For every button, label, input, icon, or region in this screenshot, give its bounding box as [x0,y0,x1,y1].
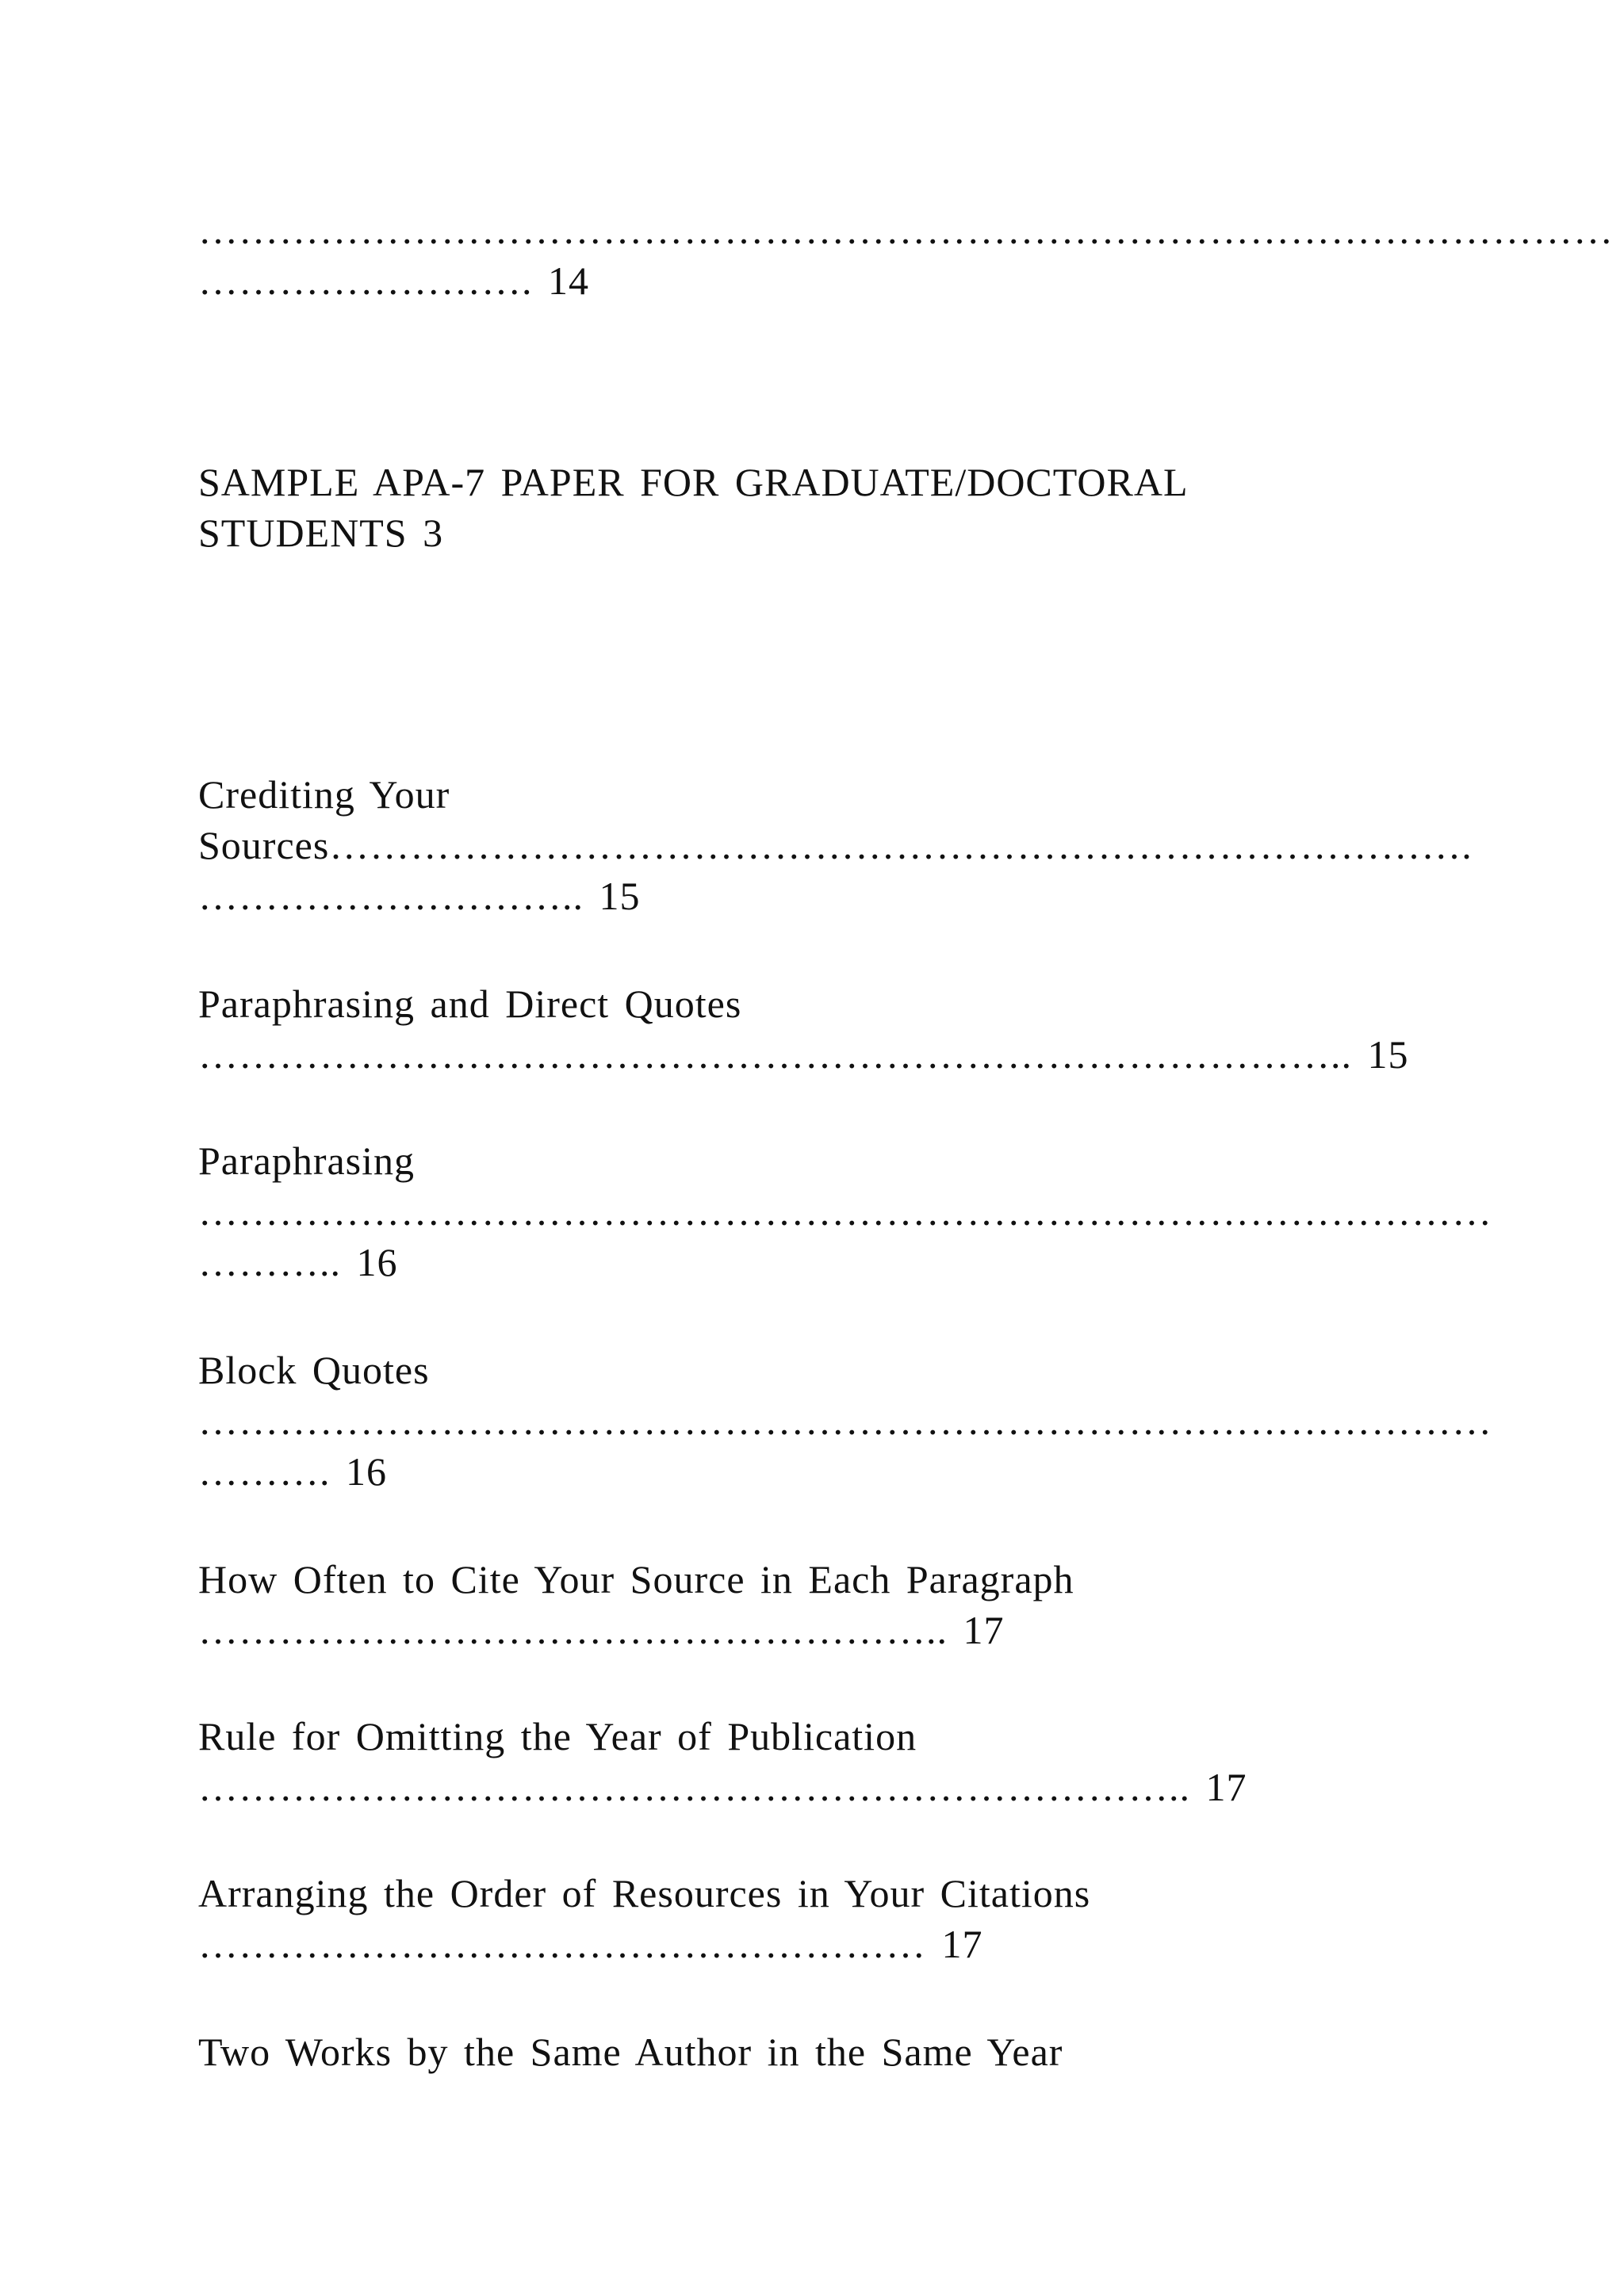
toc-entry-title: Paraphrasing [198,1138,416,1183]
toc-leader-line: ……………………. 14 [198,258,589,303]
toc-entry-title: Two Works by the Same Author in the Same Year [198,2030,1063,2074]
toc-entry-title: Block Quotes [198,1348,430,1392]
toc-leader-line: ……………………………………………………………….. 17 [198,1765,1247,1809]
toc-leader-line: …………………………………………………………………………………………… [198,208,1614,252]
toc-entry-title: Crediting Your [198,772,450,817]
toc-entry-title: Arranging the Order of Resources in Your Citations [198,1871,1091,1915]
toc-leader-line: ……………………………………………….. 17 [198,1608,1005,1652]
toc-leader-line: ………. 16 [198,1449,387,1494]
toc-entry-title: Sources…………………………………………………………………………. [198,823,1473,867]
toc-entry-title: Rule for Omitting the Year of Publication [198,1714,917,1758]
toc-entry-title: Paraphrasing and Direct Quotes [198,982,742,1026]
toc-entry-title: How Often to Cite Your Source in Each Paragraph [198,1557,1074,1601]
toc-leader-line: ……………………………………………… 17 [198,1922,983,1966]
toc-leader-line: ……………………….. 15 [198,874,641,918]
running-header: STUDENTS 3 [198,511,444,555]
toc-leader-line: ………………………………………………………………………….. 15 [198,1032,1409,1077]
running-header: SAMPLE APA-7 PAPER FOR GRADUATE/DOCTORAL [198,460,1189,504]
toc-leader-line: …………………………………………………………………………………… [198,1399,1492,1443]
toc-leader-line: …………………………………………………………………………………… [198,1189,1492,1234]
toc-leader-line: ……….. 16 [198,1240,398,1284]
